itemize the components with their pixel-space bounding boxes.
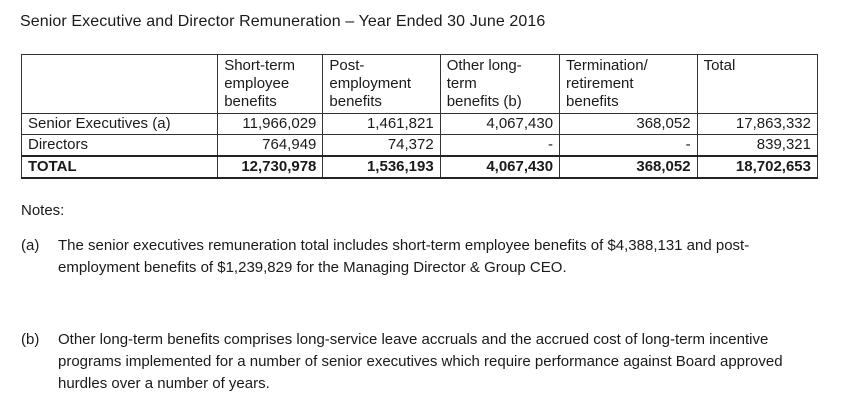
- cell-termination: 368,052: [560, 156, 698, 178]
- cell-other-long-term: 4,067,430: [440, 114, 559, 135]
- table-row-directors: [22, 135, 818, 157]
- cell-total: 18,702,653: [697, 156, 817, 178]
- cell-short-term: 764,949: [218, 135, 323, 157]
- note-b: [21, 329, 821, 395]
- header-row: [22, 55, 818, 114]
- table-row-total: [22, 156, 818, 178]
- header-blank-cell: [22, 55, 218, 114]
- header-line: employment: [329, 75, 412, 92]
- note-text: Other long-term benefits comprises long-service leave accruals and the accrued cost of long-term incentive programs implemented for a number of senior executives which require performance against Board approved hurdles over a number of years.: [58, 331, 783, 392]
- table-row-senior-executives: [22, 114, 818, 135]
- header-post-employment: [323, 55, 440, 114]
- header-line: benefits: [224, 93, 277, 110]
- header-line: Short-term: [224, 57, 296, 74]
- note-text: The senior executives remuneration total includes short-term employee benefits of $4,388,131 and post-employment benefits of $1,239,829 for the Managing Director & Group CEO.: [58, 237, 750, 276]
- header-line: Post-: [329, 57, 365, 74]
- header-line: term: [446, 75, 477, 92]
- header-line: Termination/: [566, 57, 648, 74]
- header-termination: [560, 55, 698, 114]
- row-label: TOTAL: [22, 156, 218, 178]
- cell-termination: 368,052: [560, 114, 698, 135]
- header-line: retirement: [566, 75, 634, 92]
- row-label: Senior Executives (a): [22, 114, 218, 135]
- cell-total: 17,863,332: [697, 114, 817, 135]
- cell-post-employment: 1,536,193: [323, 156, 440, 178]
- header-line: Total: [703, 57, 736, 74]
- header-line: benefits (b): [446, 93, 522, 110]
- cell-total: 839,321: [697, 135, 817, 157]
- cell-other-long-term: -: [440, 135, 559, 157]
- cell-post-employment: 1,461,821: [323, 114, 440, 135]
- header-line: benefits: [566, 93, 619, 110]
- note-marker: (b): [21, 331, 40, 348]
- cell-short-term: 12,730,978: [218, 156, 323, 178]
- cell-termination: -: [560, 135, 698, 157]
- header-line: benefits: [329, 93, 382, 110]
- notes-heading: Notes:: [21, 202, 65, 219]
- header-other-long-term: [440, 55, 559, 114]
- header-short-term: [218, 55, 323, 114]
- header-line: employee: [224, 75, 290, 92]
- remuneration-table: [21, 54, 818, 179]
- note-a: [21, 235, 821, 279]
- cell-post-employment: 74,372: [323, 135, 440, 157]
- cell-other-long-term: 4,067,430: [440, 156, 559, 178]
- document-title: Senior Executive and Director Remuneration – Year Ended 30 June 2016: [20, 13, 546, 30]
- header-total: [697, 55, 817, 114]
- header-line: Other long-: [446, 57, 522, 74]
- row-label: Directors: [22, 135, 218, 157]
- note-marker: (a): [21, 237, 40, 254]
- cell-short-term: 11,966,029: [218, 114, 323, 135]
